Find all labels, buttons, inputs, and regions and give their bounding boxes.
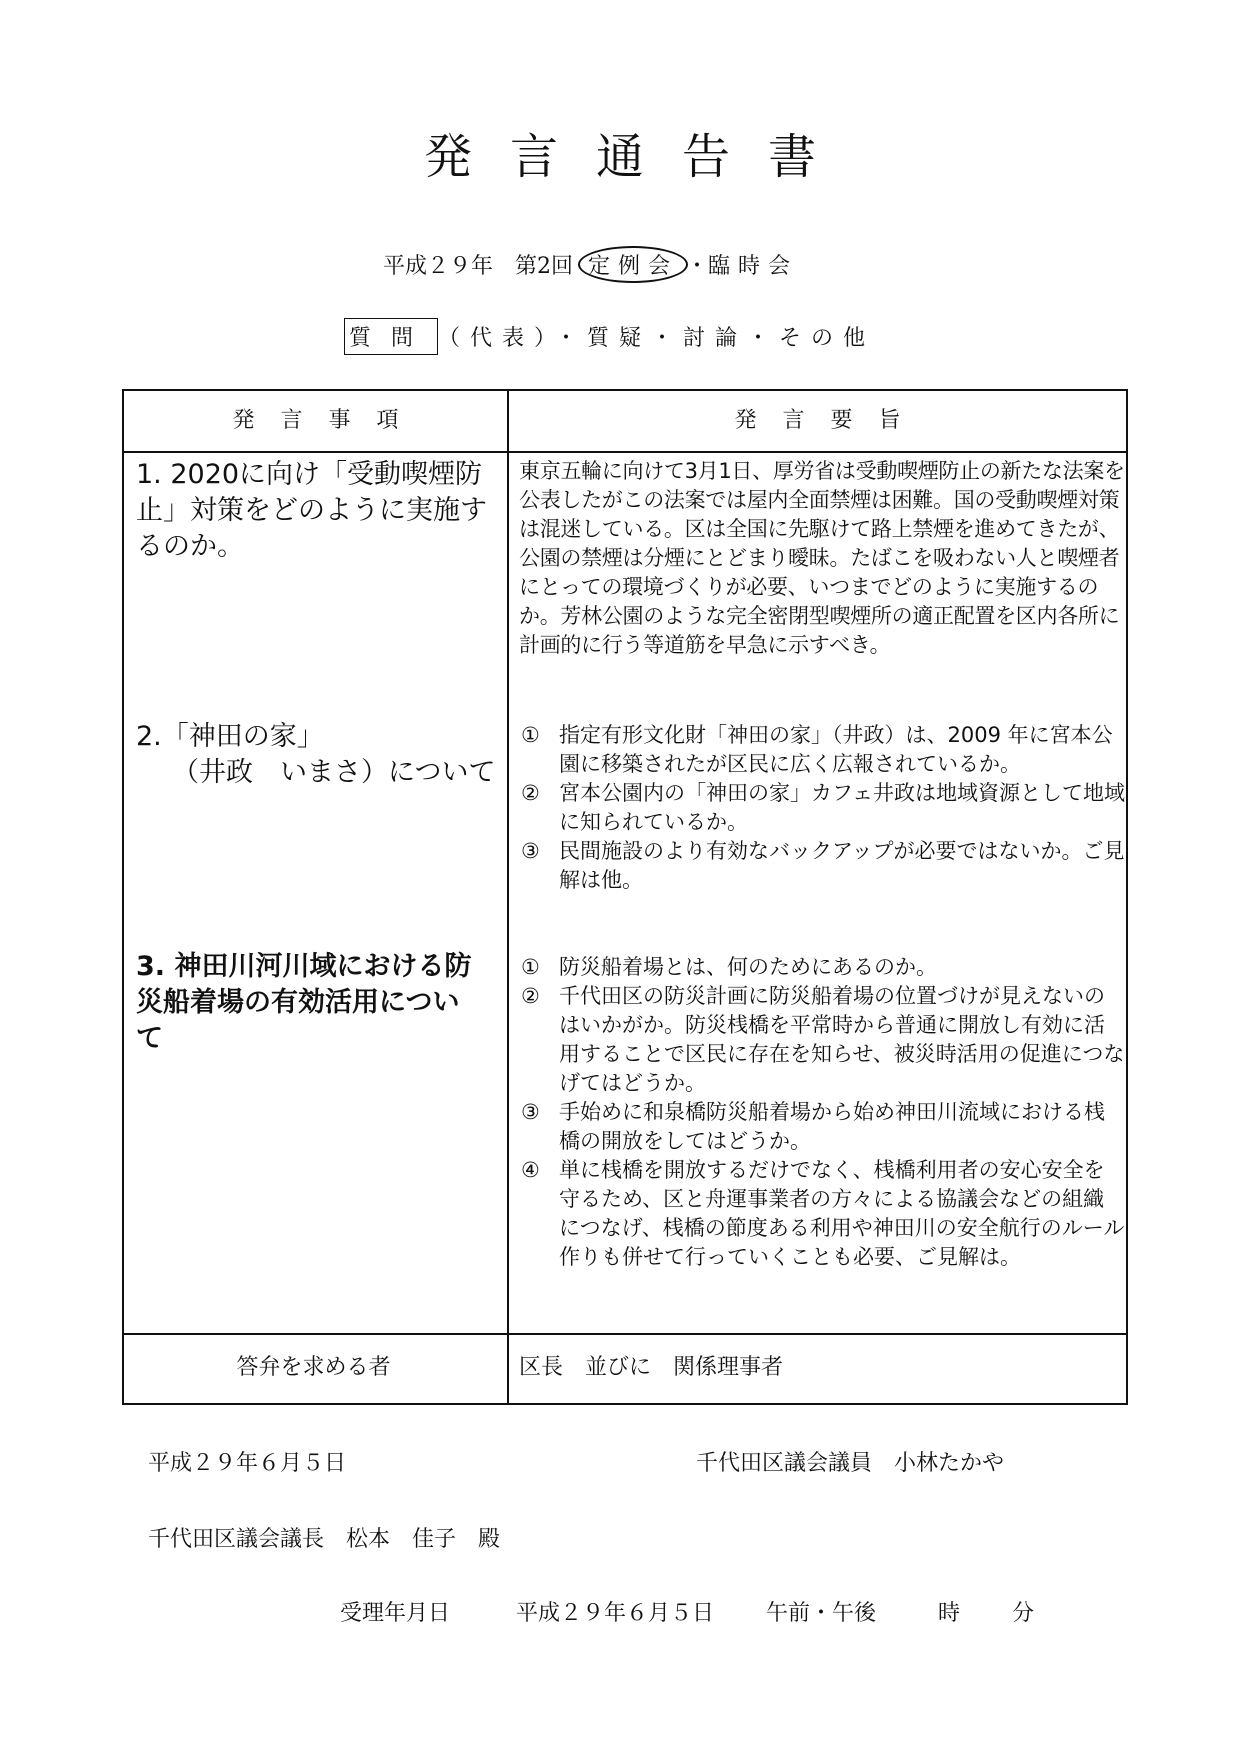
column-header-topic: 発言事項 bbox=[232, 408, 425, 433]
header-divider bbox=[124, 451, 1126, 453]
document-title: 発言通告書 bbox=[423, 129, 854, 185]
separator-dot: ・ bbox=[686, 254, 709, 279]
session-number: 第2回 bbox=[515, 254, 574, 279]
column-header-summary: 発言要旨 bbox=[734, 408, 927, 433]
list-item: ③ 手始めに和泉橋防災船着場から始め神田川流域における桟橋の開放をしてはどうか。 bbox=[521, 1100, 1105, 1153]
respondent-label: 答弁を求める者 bbox=[236, 1355, 391, 1380]
list-item: ② 千代田区の防災計画に防災船着場の位置づけが見えないのはいかがか。防災桟橋を平常時から普通に開放し有効に活用することで区民に存在を知らせ、被災時活用の促進につなげてはどうか。 bbox=[521, 984, 1125, 1095]
column-divider bbox=[507, 391, 509, 1403]
question-type-options: （代表）・質疑・討論・その他 bbox=[438, 326, 876, 351]
list-item: ① 指定有形文化財「神田の家」（井政）は、2009 年に宮本公園に移築されたが区民に広く広報されているか。 bbox=[521, 723, 1113, 776]
am-pm-option: 午前・午後 bbox=[766, 1601, 877, 1626]
list-item: ④ 単に桟橋を開放するだけでなく、桟橋利用者の安心安全を守るため、区と舟運事業者の方々による協議会などの組織につなげ、桟橋の節度ある利用や神田川の安全航行のルール作りも併せて行っていくことも必要、ご見解は。 bbox=[521, 1158, 1125, 1269]
minute-label: 分 bbox=[1012, 1601, 1035, 1626]
summary-item-1: 東京五輪に向けて3月1日、厚労省は受動喫煙防止の新たな法案を公表したがこの法案では屋内全面禁煙は困難。国の受動喫煙対策は混迷している。区は全国に先駆けて路上禁煙を進めてきたが、公園の禁煙は分煙にとどまり曖昧。たばこを吸わない人と喫煙者にとっての環境づくりが必要、いつまでどのように実施するのか。芳林公園のような完全密閉型喫煙所の適正配置を区内各所に計画的に行う等道筋を早急に示すべき。 bbox=[519, 459, 1125, 657]
topic-item-3: 3. 神田川河川域における防 災船着場の有効活用につい て bbox=[136, 951, 472, 1054]
submission-date: 平成２９年６月５日 bbox=[148, 1451, 347, 1476]
session-line bbox=[383, 246, 798, 283]
summary-item-2 bbox=[519, 721, 1125, 895]
list-item: ③ 民間施設のより有効なバックアップが必要ではないか。ご見解は他。 bbox=[521, 839, 1125, 892]
question-option-selected: 質問 bbox=[344, 318, 438, 355]
topic-item-2: 2.「神田の家」 （井政 いまさ）について bbox=[136, 721, 496, 788]
list-item: ② 宮本公園内の「神田の家」カフェ井政は地域資源として地域に知られているか。 bbox=[521, 781, 1125, 834]
statement-table bbox=[122, 389, 1128, 1405]
hour-label: 時 bbox=[938, 1601, 961, 1626]
regular-session-option: 定例会 bbox=[578, 246, 688, 283]
question-type-line bbox=[344, 318, 875, 355]
session-year: 平成２９年 bbox=[383, 254, 494, 279]
received-date: 平成２９年６月５日 bbox=[516, 1601, 715, 1626]
respondent-divider bbox=[124, 1333, 1126, 1335]
respondent-row bbox=[122, 1356, 1128, 1404]
extraordinary-session-option: 臨時会 bbox=[708, 254, 799, 279]
addressee: 千代田区議会議長 松本 佳子 殿 bbox=[148, 1527, 501, 1552]
summary-item-3 bbox=[519, 953, 1125, 1272]
list-item: ① 防災船着場とは、何のためにあるのか。 bbox=[521, 955, 937, 979]
received-label: 受理年月日 bbox=[340, 1601, 451, 1626]
topic-item-1: 1. 2020に向け「受動喫煙防 止」対策をどのように実施す るのか。 bbox=[136, 459, 487, 562]
council-member: 千代田区議会議員 小林たかや bbox=[696, 1451, 1005, 1476]
respondent-value: 区長 並びに 関係理事者 bbox=[519, 1355, 784, 1380]
